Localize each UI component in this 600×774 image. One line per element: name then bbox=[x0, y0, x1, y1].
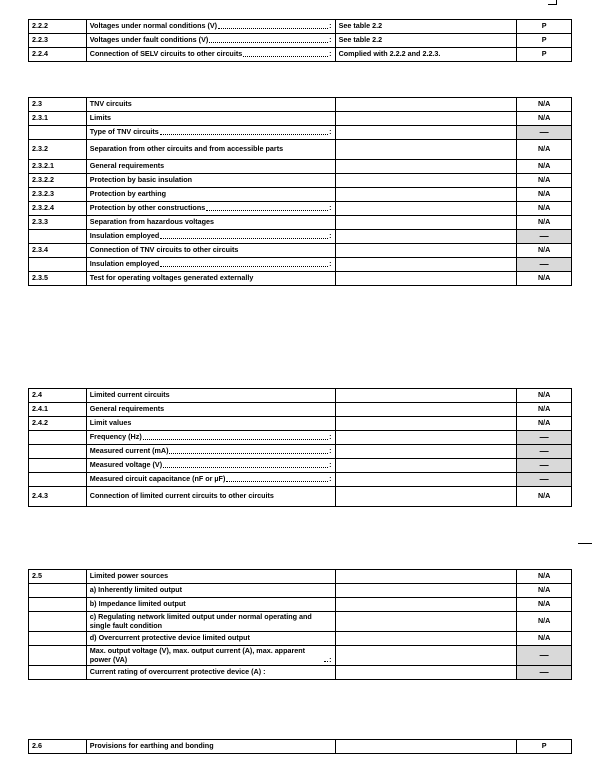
verdict-value: — bbox=[539, 431, 549, 442]
verdict-value: — bbox=[539, 649, 549, 660]
clause-requirement bbox=[86, 112, 335, 126]
clause-number: 2.3.1 bbox=[29, 112, 87, 126]
requirement-text: Limits bbox=[89, 113, 111, 123]
clause-row bbox=[29, 403, 572, 417]
clause-number bbox=[29, 598, 87, 612]
result-remark bbox=[335, 258, 517, 272]
clause-row bbox=[29, 272, 572, 286]
result-remark bbox=[335, 740, 517, 754]
requirement-text: Provisions for earthing and bonding bbox=[89, 741, 214, 751]
clause-row bbox=[29, 230, 572, 244]
result-remark bbox=[335, 272, 517, 286]
requirement-label bbox=[90, 447, 332, 456]
clause-requirement bbox=[86, 431, 335, 445]
verdict-cell bbox=[517, 174, 572, 188]
verdict-value: N/A bbox=[537, 616, 551, 626]
clause-requirement bbox=[86, 98, 335, 112]
clause-number bbox=[29, 258, 87, 272]
clause-number: 2.2.4 bbox=[29, 48, 87, 62]
verdict-value: N/A bbox=[537, 217, 551, 227]
colon-separator: : bbox=[329, 35, 332, 45]
result-remark: See table 2.2 bbox=[335, 20, 517, 34]
clause-row bbox=[29, 612, 572, 632]
verdict-value: N/A bbox=[537, 113, 551, 123]
dot-leader bbox=[160, 266, 328, 267]
colon-separator: : bbox=[329, 654, 332, 664]
verdict-cell bbox=[517, 598, 572, 612]
result-remark bbox=[335, 389, 517, 403]
verdict-value: — bbox=[539, 459, 549, 470]
verdict-cell bbox=[517, 570, 572, 584]
requirement-text: Separation from hazardous voltages bbox=[89, 217, 215, 227]
clause-requirement bbox=[86, 244, 335, 258]
verdict-value: N/A bbox=[537, 404, 551, 414]
verdict-cell bbox=[517, 230, 572, 244]
verdict-cell bbox=[517, 48, 572, 62]
clause-requirement bbox=[86, 632, 335, 646]
requirement-text: Insulation employed bbox=[89, 259, 160, 269]
clause-number bbox=[29, 632, 87, 646]
dot-leader bbox=[209, 42, 328, 43]
requirement-text: Measured current (mA) bbox=[89, 446, 169, 456]
result-remark bbox=[335, 646, 517, 666]
page-corner-mark bbox=[548, 0, 557, 5]
clause-number: 2.2.3 bbox=[29, 34, 87, 48]
result-remark bbox=[335, 403, 517, 417]
result-remark bbox=[335, 598, 517, 612]
verdict-cell bbox=[517, 584, 572, 598]
colon-separator: : bbox=[329, 231, 332, 241]
verdict-cell bbox=[517, 612, 572, 632]
requirement-text: Connection of TNV circuits to other circuits bbox=[89, 245, 239, 255]
clause-requirement bbox=[86, 584, 335, 598]
clause-number: 2.4.1 bbox=[29, 403, 87, 417]
requirement-text: Limited power sources bbox=[89, 571, 169, 581]
requirement-text: Frequency (Hz) bbox=[89, 432, 142, 442]
verdict-cell bbox=[517, 272, 572, 286]
verdict-value: — bbox=[539, 258, 549, 269]
clause-table bbox=[28, 569, 572, 680]
clause-number bbox=[29, 431, 87, 445]
requirement-text: a) Inherently limited output bbox=[89, 585, 183, 595]
clause-number bbox=[29, 126, 87, 140]
verdict-cell bbox=[517, 632, 572, 646]
verdict-value: N/A bbox=[537, 99, 551, 109]
requirement-text: Voltages under normal conditions (V) bbox=[89, 21, 218, 31]
clause-row bbox=[29, 244, 572, 258]
clause-requirement bbox=[86, 174, 335, 188]
clause-row bbox=[29, 570, 572, 584]
result-remark bbox=[335, 612, 517, 632]
clause-requirement bbox=[86, 188, 335, 202]
verdict-cell bbox=[517, 389, 572, 403]
clause-requirement bbox=[86, 272, 335, 286]
clause-requirement bbox=[86, 473, 335, 487]
verdict-cell bbox=[517, 487, 572, 507]
dot-leader bbox=[160, 134, 328, 135]
result-remark bbox=[335, 431, 517, 445]
colon-separator: : bbox=[329, 203, 332, 213]
clause-number: 2.6 bbox=[29, 740, 87, 754]
dot-leader bbox=[163, 467, 328, 468]
result-remark bbox=[335, 98, 517, 112]
clause-number bbox=[29, 459, 87, 473]
clause-requirement bbox=[86, 389, 335, 403]
verdict-value: N/A bbox=[537, 189, 551, 199]
clause-row bbox=[29, 34, 572, 48]
clause-row bbox=[29, 473, 572, 487]
clause-row bbox=[29, 160, 572, 174]
requirement-label bbox=[90, 647, 332, 664]
clause-number bbox=[29, 646, 87, 666]
clause-requirement bbox=[86, 612, 335, 632]
clause-row bbox=[29, 584, 572, 598]
clause-row bbox=[29, 258, 572, 272]
requirement-label bbox=[90, 204, 332, 213]
result-remark bbox=[335, 666, 517, 680]
clause-number: 2.3.2.1 bbox=[29, 160, 87, 174]
dot-leader bbox=[324, 661, 328, 662]
clause-table bbox=[28, 19, 572, 62]
dot-leader bbox=[169, 453, 328, 454]
requirement-label bbox=[90, 232, 332, 241]
clause-requirement bbox=[86, 34, 335, 48]
clause-row bbox=[29, 98, 572, 112]
clause-requirement bbox=[86, 487, 335, 507]
clause-row bbox=[29, 48, 572, 62]
requirement-text: Measured circuit capacitance (nF or µF) bbox=[89, 474, 226, 484]
clause-number bbox=[29, 612, 87, 632]
verdict-value: — bbox=[539, 230, 549, 241]
requirement-text: Protection by other constructions bbox=[89, 203, 206, 213]
clause-row bbox=[29, 389, 572, 403]
requirement-text: General requirements bbox=[89, 404, 165, 414]
requirement-text: d) Overcurrent protective device limited output bbox=[89, 633, 250, 643]
requirement-text: Connection of SELV circuits to other circuits bbox=[89, 49, 243, 59]
clause-table bbox=[28, 97, 572, 286]
requirement-label bbox=[90, 50, 332, 59]
requirement-text: Max. output voltage (V), max. output current (A), max. apparent power (VA) bbox=[89, 646, 306, 664]
requirement-text: Limit values bbox=[89, 418, 132, 428]
verdict-cell bbox=[517, 258, 572, 272]
margin-line bbox=[578, 543, 592, 544]
colon-separator: : bbox=[329, 127, 332, 137]
verdict-value: N/A bbox=[537, 161, 551, 171]
clause-row bbox=[29, 431, 572, 445]
dot-leader bbox=[160, 238, 328, 239]
requirement-text: Separation from other circuits and from accessible parts bbox=[89, 144, 284, 154]
requirement-text: TNV circuits bbox=[89, 99, 132, 109]
clause-requirement bbox=[86, 20, 335, 34]
result-remark bbox=[335, 244, 517, 258]
verdict-value: N/A bbox=[537, 491, 551, 501]
result-remark bbox=[335, 202, 517, 216]
clause-requirement bbox=[86, 417, 335, 431]
requirement-label bbox=[90, 260, 332, 269]
clause-requirement bbox=[86, 48, 335, 62]
clause-row bbox=[29, 417, 572, 431]
verdict-value: N/A bbox=[537, 390, 551, 400]
clause-requirement bbox=[86, 570, 335, 584]
result-remark bbox=[335, 174, 517, 188]
clause-number: 2.3.2.2 bbox=[29, 174, 87, 188]
clause-number: 2.3.4 bbox=[29, 244, 87, 258]
result-remark bbox=[335, 570, 517, 584]
clause-requirement bbox=[86, 160, 335, 174]
result-remark bbox=[335, 473, 517, 487]
clause-requirement bbox=[86, 646, 335, 666]
verdict-value: — bbox=[539, 445, 549, 456]
verdict-value: — bbox=[539, 666, 549, 677]
clause-row bbox=[29, 445, 572, 459]
clause-requirement bbox=[86, 445, 335, 459]
verdict-value: — bbox=[539, 126, 549, 137]
verdict-cell bbox=[517, 459, 572, 473]
result-remark bbox=[335, 417, 517, 431]
verdict-cell bbox=[517, 188, 572, 202]
verdict-value: P bbox=[541, 49, 547, 59]
clause-number bbox=[29, 230, 87, 244]
requirement-text: Limited current circuits bbox=[89, 390, 170, 400]
colon-separator: : bbox=[329, 49, 332, 59]
result-remark bbox=[335, 230, 517, 244]
colon-separator: : bbox=[329, 460, 332, 470]
requirement-text: Protection by earthing bbox=[89, 189, 167, 199]
clause-requirement bbox=[86, 202, 335, 216]
requirement-text: Current rating of overcurrent protective device (A) : bbox=[89, 667, 266, 677]
verdict-cell bbox=[517, 98, 572, 112]
clause-number bbox=[29, 445, 87, 459]
requirement-label bbox=[90, 22, 332, 31]
clause-requirement bbox=[86, 126, 335, 140]
verdict-cell bbox=[517, 202, 572, 216]
clause-row bbox=[29, 646, 572, 666]
clause-number bbox=[29, 666, 87, 680]
clause-row bbox=[29, 174, 572, 188]
clause-row bbox=[29, 598, 572, 612]
clause-row bbox=[29, 459, 572, 473]
clause-number bbox=[29, 473, 87, 487]
verdict-value: N/A bbox=[537, 599, 551, 609]
clause-number: 2.3.3 bbox=[29, 216, 87, 230]
clause-table bbox=[28, 739, 572, 754]
clause-row bbox=[29, 487, 572, 507]
clause-number: 2.2.2 bbox=[29, 20, 87, 34]
result-remark bbox=[335, 445, 517, 459]
requirement-text: Protection by basic insulation bbox=[89, 175, 193, 185]
clause-row bbox=[29, 666, 572, 680]
colon-separator: : bbox=[329, 474, 332, 484]
requirement-text: Insulation employed bbox=[89, 231, 160, 241]
result-remark bbox=[335, 487, 517, 507]
clause-row bbox=[29, 20, 572, 34]
verdict-value: N/A bbox=[537, 571, 551, 581]
clause-requirement bbox=[86, 230, 335, 244]
requirement-label bbox=[90, 475, 332, 484]
verdict-cell bbox=[517, 34, 572, 48]
verdict-cell bbox=[517, 473, 572, 487]
clause-row bbox=[29, 202, 572, 216]
verdict-cell bbox=[517, 20, 572, 34]
requirement-label bbox=[90, 433, 332, 442]
clause-row bbox=[29, 216, 572, 230]
verdict-cell bbox=[517, 216, 572, 230]
verdict-value: P bbox=[541, 35, 547, 45]
clause-number: 2.4.3 bbox=[29, 487, 87, 507]
requirement-text: Test for operating voltages generated externally bbox=[89, 273, 254, 283]
clause-number: 2.3.5 bbox=[29, 272, 87, 286]
requirement-label bbox=[90, 128, 332, 137]
clause-number: 2.3.2.4 bbox=[29, 202, 87, 216]
verdict-value: N/A bbox=[537, 585, 551, 595]
dot-leader bbox=[143, 439, 328, 440]
dot-leader bbox=[243, 56, 328, 57]
verdict-cell bbox=[517, 646, 572, 666]
colon-separator: : bbox=[329, 259, 332, 269]
clause-requirement bbox=[86, 459, 335, 473]
requirement-text: Measured voltage (V) bbox=[89, 460, 163, 470]
verdict-cell bbox=[517, 666, 572, 680]
clause-requirement bbox=[86, 403, 335, 417]
verdict-cell bbox=[517, 126, 572, 140]
verdict-value: N/A bbox=[537, 273, 551, 283]
result-remark bbox=[335, 160, 517, 174]
requirement-text: Type of TNV circuits bbox=[89, 127, 159, 137]
dot-leader bbox=[226, 481, 328, 482]
clause-number: 2.3.2 bbox=[29, 140, 87, 160]
verdict-cell bbox=[517, 417, 572, 431]
result-remark bbox=[335, 188, 517, 202]
requirement-label bbox=[90, 36, 332, 45]
verdict-value: P bbox=[541, 21, 547, 31]
result-remark bbox=[335, 584, 517, 598]
result-remark bbox=[335, 140, 517, 160]
clause-requirement bbox=[86, 258, 335, 272]
verdict-cell bbox=[517, 431, 572, 445]
result-remark bbox=[335, 126, 517, 140]
verdict-value: P bbox=[541, 741, 547, 751]
verdict-value: — bbox=[539, 473, 549, 484]
result-remark bbox=[335, 632, 517, 646]
requirement-text: b) Impedance limited output bbox=[89, 599, 186, 609]
result-remark: Complied with 2.2.2 and 2.2.3. bbox=[335, 48, 517, 62]
requirement-text: General requirements bbox=[89, 161, 165, 171]
verdict-value: N/A bbox=[537, 203, 551, 213]
requirement-label bbox=[90, 461, 332, 470]
clause-row bbox=[29, 632, 572, 646]
clause-number: 2.4.2 bbox=[29, 417, 87, 431]
result-remark bbox=[335, 112, 517, 126]
clause-row bbox=[29, 188, 572, 202]
clause-row bbox=[29, 740, 572, 754]
clause-number bbox=[29, 584, 87, 598]
verdict-value: N/A bbox=[537, 633, 551, 643]
dot-leader bbox=[218, 28, 328, 29]
colon-separator: : bbox=[329, 432, 332, 442]
clause-row bbox=[29, 126, 572, 140]
colon-separator: : bbox=[329, 446, 332, 456]
clause-number: 2.3 bbox=[29, 98, 87, 112]
clause-requirement bbox=[86, 140, 335, 160]
dot-leader bbox=[206, 210, 328, 211]
verdict-value: N/A bbox=[537, 175, 551, 185]
verdict-value: N/A bbox=[537, 245, 551, 255]
clause-row bbox=[29, 140, 572, 160]
requirement-text: Voltages under fault conditions (V) bbox=[89, 35, 209, 45]
verdict-value: N/A bbox=[537, 144, 551, 154]
clause-number: 2.5 bbox=[29, 570, 87, 584]
clause-table bbox=[28, 388, 572, 507]
verdict-cell bbox=[517, 740, 572, 754]
clause-number: 2.4 bbox=[29, 389, 87, 403]
result-remark bbox=[335, 459, 517, 473]
clause-requirement bbox=[86, 216, 335, 230]
verdict-value: N/A bbox=[537, 418, 551, 428]
verdict-cell bbox=[517, 403, 572, 417]
requirement-text: c) Regulating network limited output under normal operating and single fault condition bbox=[89, 612, 312, 630]
verdict-cell bbox=[517, 160, 572, 174]
result-remark: See table 2.2 bbox=[335, 34, 517, 48]
result-remark bbox=[335, 216, 517, 230]
verdict-cell bbox=[517, 244, 572, 258]
clause-number: 2.3.2.3 bbox=[29, 188, 87, 202]
verdict-cell bbox=[517, 445, 572, 459]
clause-requirement bbox=[86, 598, 335, 612]
requirement-text: Connection of limited current circuits to other circuits bbox=[89, 491, 274, 501]
clause-requirement bbox=[86, 666, 335, 680]
clause-row bbox=[29, 112, 572, 126]
verdict-cell bbox=[517, 112, 572, 126]
verdict-cell bbox=[517, 140, 572, 160]
clause-requirement bbox=[86, 740, 335, 754]
colon-separator: : bbox=[329, 21, 332, 31]
